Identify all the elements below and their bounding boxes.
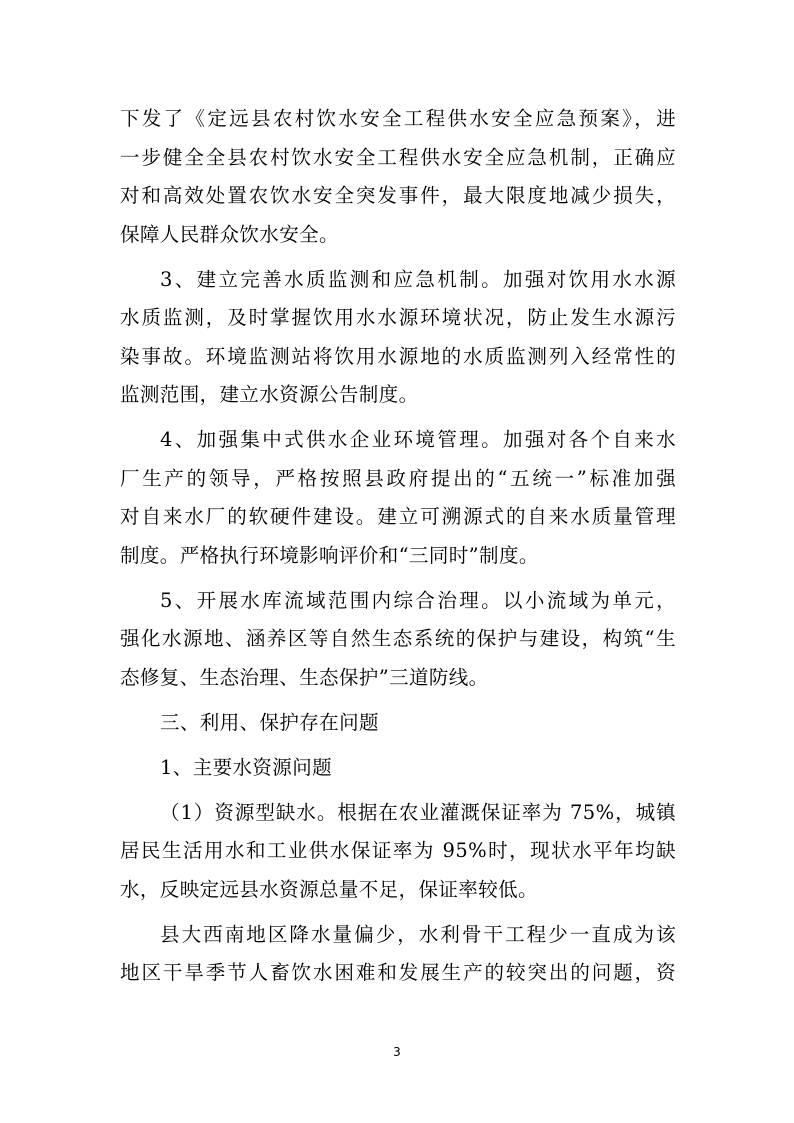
paragraph-item-5 <box>120 582 676 698</box>
text-line: 水质监测，及时掌握饮用水水源环境状况，防止发生水源污 <box>120 306 676 329</box>
paragraph-item-4 <box>120 421 676 575</box>
heading-text: 1、主要水资源问题 <box>160 755 333 779</box>
paragraph-southwest-region <box>120 916 676 993</box>
document-body <box>120 100 676 993</box>
text-line: 地区干旱季节人畜饮水困难和发展生产的较突出的问题，资 <box>120 961 676 984</box>
text-line: 对自来水厂的软硬件建设。建立可溯源式的自来水质量管理 <box>120 505 676 528</box>
text-line: 对和高效处置农饮水安全突发事件，最大限度地减少损失， <box>120 184 676 207</box>
text-line: 监测范围，建立水资源公告制度。 <box>120 383 419 406</box>
text-line: 厂生产的领导，严格按照县政府提出的“五统一”标准加强 <box>120 466 676 490</box>
paragraph-emergency-plan <box>120 100 676 254</box>
text-line: 5、开展水库流域范围内综合治理。以小流域为单元， <box>160 588 676 612</box>
text-line: 水，反映定远县水资源总量不足，保证率较低。 <box>120 877 538 901</box>
text-line: 3、建立完善水质监测和应急机制。加强对饮用水水源 <box>160 267 676 291</box>
text-line: 染事故。环境监测站将饮用水源地的水质监测列入经常性的 <box>120 344 676 368</box>
page-number: 3 <box>393 1045 401 1059</box>
text-line: 下发了《定远县农村饮水安全工程供水安全应急预案》，进 <box>120 107 676 130</box>
text-line: 保障人民群众饮水安全。 <box>120 222 339 246</box>
text-line: 一步健全全县农村饮水安全工程供水安全应急机制，正确应 <box>120 145 676 169</box>
text-line: 强化水源地、涵养区等自然生态系统的保护与建设，构筑“生 <box>120 627 676 650</box>
heading-text: 三、利用、保护存在问题 <box>160 710 379 734</box>
text-line: （1）资源型缺水。根据在农业灌溉保证率为 75%，城镇 <box>160 800 676 824</box>
section-heading <box>120 704 676 743</box>
text-line: 县大西南地区降水量偏少，水利骨干工程少一直成为该 <box>160 922 676 946</box>
text-line: 制度。严格执行环境影响评价和“三同时”制度。 <box>120 543 539 567</box>
paragraph-resource-shortage <box>120 794 676 910</box>
text-line: 居民生活用水和工业供水保证率为 95%时，现状水平年均缺 <box>120 839 676 862</box>
subsection-heading <box>120 749 676 788</box>
paragraph-item-3 <box>120 261 676 415</box>
text-line: 4、加强集中式供水企业环境管理。加强对各个自来水 <box>160 428 676 451</box>
text-line: 态修复、生态治理、生态保护”三道防线。 <box>120 665 489 689</box>
